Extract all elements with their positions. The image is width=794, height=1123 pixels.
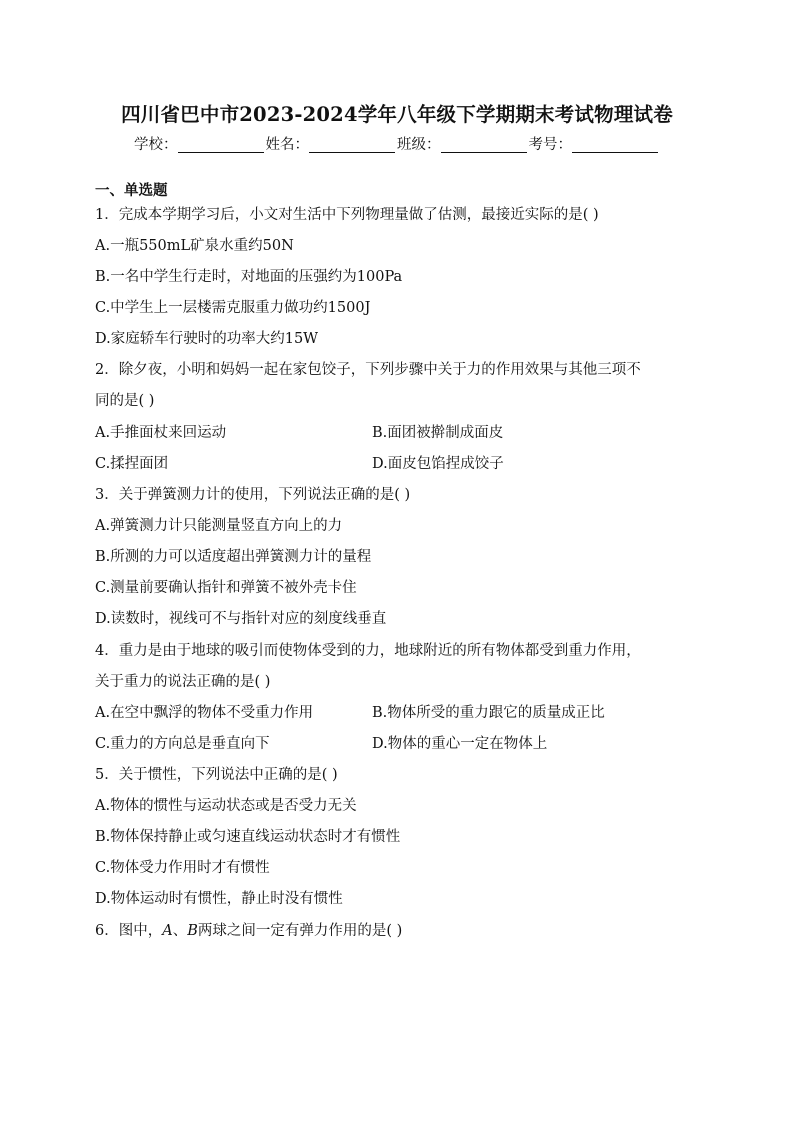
question-1-option-b: B.一名中学生行走时，对地面的压强约为100Pa: [95, 269, 403, 285]
school-label: 学校：: [134, 137, 178, 153]
question-2-option-a: A.手推面杖来回运动: [95, 425, 227, 441]
question-4-option-a: A.在空中飘浮的物体不受重力作用: [95, 705, 314, 721]
question-6-stem-separator: 、: [172, 923, 188, 939]
question-6-stem-suffix: 两球之间一定有弹力作用的是( ): [197, 923, 403, 939]
question-1-stem: 1．完成本学期学习后，小文对生活中下列物理量做了估测，最接近实际的是( ): [95, 207, 599, 223]
question-2-option-d: D.面皮包馅捏成饺子: [372, 456, 504, 472]
name-blank: [309, 136, 395, 153]
question-4-stem-line-2: 关于重力的说法正确的是( ): [95, 674, 271, 690]
question-4-stem-line-1: 4．重力是由于地球的吸引而使物体受到的力，地球附近的所有物体都受到重力作用，: [95, 643, 641, 659]
question-3-option-b: B.所测的力可以适度超出弹簧测力计的量程: [95, 549, 372, 565]
question-2-stem-line-1: 2．除夕夜，小明和妈妈一起在家包饺子，下列步骤中关于力的作用效果与其他三项不: [95, 362, 641, 378]
question-4-option-b: B.物体所受的重力跟它的质量成正比: [372, 705, 605, 721]
class-label: 班级：: [397, 137, 441, 153]
name-label: 姓名：: [265, 137, 309, 153]
class-blank: [441, 136, 527, 153]
question-3-stem: 3．关于弹簧测力计的使用，下列说法正确的是( ): [95, 487, 411, 503]
question-2-option-c: C.揉捏面团: [95, 456, 169, 472]
question-2-stem-line-2: 同的是( ): [95, 393, 155, 409]
question-4-option-c: C.重力的方向总是垂直向下: [95, 736, 270, 752]
student-info-line: [0, 134, 794, 156]
ball-b-label: B: [187, 923, 198, 939]
question-1-option-a: A.一瓶550mL矿泉水重约50N: [95, 238, 294, 254]
question-6-stem-prefix: 6．图中，: [95, 923, 163, 939]
ball-a-label: A: [162, 923, 173, 939]
question-5-option-d: D.物体运动时有惯性，静止时没有惯性: [95, 891, 343, 907]
question-5-option-a: A.物体的惯性与运动状态或是否受力无关: [95, 798, 357, 814]
exam-number-label: 考号：: [528, 137, 572, 153]
question-6-stem: [95, 920, 402, 942]
question-5-option-b: B.物体保持静止或匀速直线运动状态时才有惯性: [95, 829, 401, 845]
school-blank: [178, 136, 264, 153]
question-1-option-d: D.家庭轿车行驶时的功率大约15W: [95, 331, 319, 347]
question-5-option-c: C.物体受力作用时才有惯性: [95, 860, 270, 876]
question-3-option-d: D.读数时，视线可不与指针对应的刻度线垂直: [95, 611, 387, 627]
exam-number-blank: [572, 136, 658, 153]
question-5-stem: 5．关于惯性，下列说法中正确的是( ): [95, 767, 338, 783]
question-3-option-a: A.弹簧测力计只能测量竖直方向上的力: [95, 518, 343, 534]
question-3-option-c: C.测量前要确认指针和弹簧不被外壳卡住: [95, 580, 357, 596]
question-1-option-c: C.中学生上一层楼需克服重力做功约1500J: [95, 300, 371, 316]
question-2-option-b: B.面团被擀制成面皮: [372, 425, 504, 441]
exam-title: 四川省巴中市2023-2024学年八年级下学期期末考试物理试卷: [121, 103, 673, 126]
question-4-option-d: D.物体的重心一定在物体上: [372, 736, 548, 752]
section-heading: 一、单选题: [95, 182, 168, 199]
